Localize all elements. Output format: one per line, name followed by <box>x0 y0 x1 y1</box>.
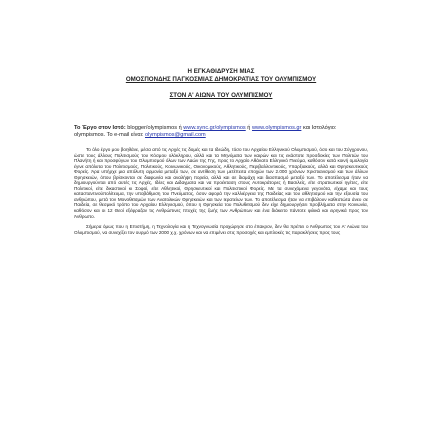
web-info-text-1: blogger/olympismos ή <box>127 125 182 131</box>
body-paragraph-2: Σήμερα όμως που η Επιστήμη, η Τεχνολογία και η Τεχνογνωσία προχώρησε στο έπακρον, δεν θα πρέπει ο Άνθρωπος του Α' Αιώνα του Ολυμπισμού, να συνεχίζει τον ουρμό των 2000 χ.χ. χρόνων και να επιμένει στις προσοχές και εμπλοκές τις παρακλήσεις προς τους <box>74 224 368 235</box>
web-link-olympismos[interactable]: www.olympismos.gr <box>251 125 302 131</box>
body-paragraph-1: Το όλο έργο μου βοηθάνε, μέσα από τις Αρχές τις δομές και τα Ιδεώδη, τόσο του Αρχαίου Ελληνικού Ολυμπισμού, όσο και του Σύγχρονου, ώστε τους άλλους Πολιτισμούς του Κόσμου ολόκληρου, αλλά και τα Μηνύματα των καιρών και τις εκάστοτε προσδοκίες των Πολιτών του Πλανήτη ή και προσφύγων του Ολυμπισμού όλων των Λαών της Γης, προς το Αρχαίο Αθάνατο Ελληνικό Πνεύμα, καθόσον κατά κοινή ομολογία έγινε απόλυτα του Πολιτισμούς, Πολιτικούς, Κοινωνικούς, Οικονομικούς, Αθλητικούς, Περιβαλλοντικούς, Υπαρξιακούς, αλλά και Θρησκευτικούς Φορείς. Άρα υπήρχε μια απόλυτη αρμονία μεταξύ των, σε αντίθεση των μετέπειτα εποχών των 2.000 χρόνων Χριστιανισμού και των άλλων Θρησκειών, όπου βρίσκονται σε διαφωνία και αναλήψη πορεία, αλλά και σε διαμάχη και διασπασμό μεταξύ των. Το αποτέλεσμα ήταν να δημιουργούνται από αυτές τις Αρχές, Ιδέες και Διδαγματα και να προέκταση στους Αυτοκράτορες ή Βασιλείς, είτε στρατιωτικοί ηγέτες, είτε Πολιτικοί, είτε δικαστικοί κι Σοφοί, είτε Αθλητικοί, Θρησκευτικοί και Πολιτιστικοί Φορείς. Με τα συνεχόμενα γεγονότα, είχαμε και τους κατασταντινούπολίτευμα, την υποβάθμιση του Πνεύματος, όσον αφορά την καλλιέργεια της Παιδείας και του αθλητισμού και την εξουσία του ανθρώπου, μετά τον Μονοθεϊσμών των Ανατολικών Θρησκειών και των Ιερατείων των. Το αποτέλεσμα ήταν να επιβάλουν καθεστώτα άνευ σε Παιδεία, σε θεσμικό τρόπο του Αρχαίου Ελληνισμού, όπου η Θρησκεία του Πολυθεϊσμού δεν είχε δημιουργήσει προβλήματα στην Κοινωνία, καθόσον και οι 12 Θεοί εξέφραζαν τις Ανθρώπινες πτυχές της ζωής των Ανθρώπων και ένα διάκειτο πάντοτε φιλικά και ειρηνικά προς τον Άνθρωπο. <box>74 147 368 219</box>
web-link-sync[interactable]: www.sync.gr/olympismos <box>183 125 246 131</box>
email-link[interactable]: olympismos@gmail.com <box>145 132 206 138</box>
web-info-text-2: ή <box>247 125 251 131</box>
web-info-lead: Το Έργο στον Ιστό: <box>74 125 126 131</box>
document-subtitle: ΣΤΟΝ Α' ΑΙΩΝΑ ΤΟΥ ΟΛΥΜΠΙΣΜΟΥ <box>169 92 273 99</box>
title-line-2: ΟΜΟΣΠΟΝΔΗΣ ΠΑΓΚΟΣΜΙΑΣ ΔΗΜΟΚΡΑΤΙΑΣ ΤΟΥ ΟΛΥΜΠΙΣΜΟΥ <box>125 76 317 83</box>
web-info-text-3: και Ιστολόγιο: olympismos. Το e-mail είναι: <box>74 125 337 138</box>
web-info <box>74 125 368 139</box>
document-title <box>74 68 368 84</box>
title-line-1: Η ΕΓΚΑΘΙΔΡΥΣΗ ΜΙΑΣ <box>187 68 255 75</box>
